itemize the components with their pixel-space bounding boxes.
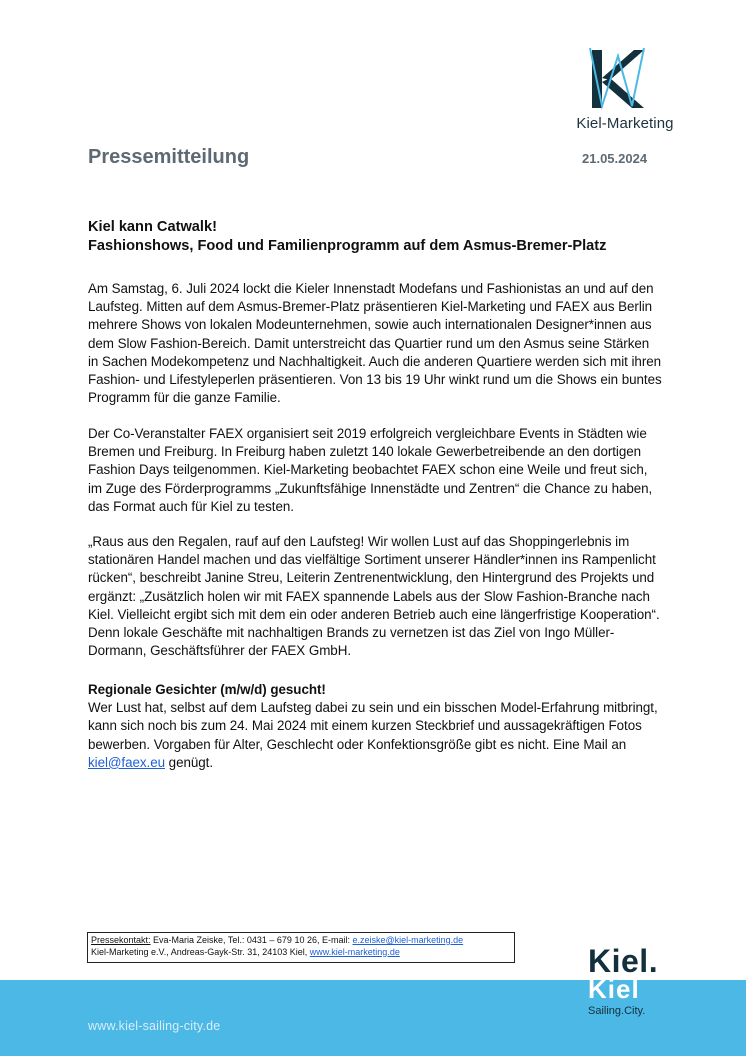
faex-email-link[interactable]: kiel@faex.eu [88, 754, 166, 770]
contact-website-link[interactable]: www.kiel-marketing.de [309, 946, 400, 957]
paragraph-1: Am Samstag, 6. Juli 2024 lockt die Kieler Innenstadt Modefans und Fashionistas an und auf den Laufsteg. Mitten auf dem Asmus-Bremer-Platz präsentieren Kiel-Marketing und FAEX aus Berlin mehrere Shows von lokalen Modeunternehmen, sowie auch internationalen Designer*innen aus dem Slow Fashion-Bereich. Damit unterstreicht das Quartier rund um den Asmus seine Stärken in Sachen Modekompetenz und Nachhaltigkeit. Auch die anderen Quartiere werden sich mit ihren Fashion- und Lifestyleperlen präsentieren. Von 13 bis 19 Uhr winkt rund um die Shows ein buntes Programm für die ganze Familie. [88, 281, 662, 406]
document-date: 21.05.2024 [582, 151, 648, 166]
contact-address: Kiel-Marketing e.V., Andreas-Gayk-Str. 31, 24103 Kiel, [91, 946, 310, 957]
paragraph-2: Der Co-Veranstalter FAEX organisiert seit 2019 erfolgreich vergleichbare Events in Städten wie Bremen und Freiburg. In Freiburg haben zuletzt 140 lokale Gewerbetreibende an den dortigen Fashion Days teilgenommen. Kiel-Marketing beobachtet FAEX schon eine Weile und freut sich, im Zuge des Förderprogramms „Zukunftsfähige Innenstädte und Zentren“ die Chance zu haben, das Format auch für Kiel zu testen. [88, 426, 653, 514]
kiel-marketing-logo-icon [588, 48, 646, 110]
contact-line-1 [91, 935, 511, 947]
kiel-logo-word: Kiel. [588, 943, 659, 979]
paragraph-4-end: genügt. [165, 754, 214, 770]
kiel-logo-mirror-word: Kiel [588, 974, 640, 1004]
contact-label: Pressekontakt: [91, 935, 151, 945]
paragraph-4-text: Wer Lust hat, selbst auf dem Laufsteg dabei zu sein und ein bisschen Model-Erfahrung mitbringt, kann sich noch bis zum 24. Mai 2024 mit einem kurzen Steckbrief und aussagekräftigen Fotos bewerben. Vorgaben für Alter, Geschlecht oder Konfektionsgröße gibt es nicht. Eine Mail an [88, 700, 658, 752]
paragraph-3: „Raus aus den Regalen, rauf auf den Laufsteg! Wir wollen Lust auf das Shoppingerlebnis im stationären Handel machen und das vielfältige Sortiment unserer Händler*innen ins Rampenlicht rücken“, beschreibt Janine Streu, Leiterin Zentrenentwicklung, den Hintergrund des Projekts und ergänzt: „Zusätzlich holen wir mit FAEX spannende Labels aus der Slow Fashion-Branche nach Kiel. Vielleicht ergibt sich mit dem ein oder anderen Betrieb auch eine längerfristige Kooperation“. Denn lokale Geschäfte mit nachhaltigen Brands zu vernetzen ist das Ziel von Ingo Müller-Dormann, Geschäftsführer der FAEX GmbH. [88, 534, 660, 659]
footer-url: www.kiel-sailing-city.de [88, 1019, 221, 1033]
kiel-sailing-city-logo [588, 945, 678, 1017]
contact-line-2 [91, 947, 511, 959]
paragraph-4 [88, 681, 662, 772]
section-heading: Regionale Gesichter (m/w/d) gesucht! [88, 682, 326, 697]
kiel-logo-claim: Sailing.City. [588, 1005, 646, 1017]
contact-person: Eva-Maria Zeiske, Tel.: 0431 – 679 10 26, E-mail: [150, 935, 353, 945]
headline-line-2: Fashionshows, Food und Familienprogramm auf dem Asmus-Bremer-Platz [88, 238, 607, 254]
headline-line-1: Kiel kann Catwalk! [88, 219, 217, 235]
headline [88, 218, 688, 256]
press-contact-box [87, 932, 515, 963]
document-type-title: Pressemitteilung [88, 146, 250, 168]
brand-name: Kiel-Marketing [576, 115, 674, 132]
contact-email-link[interactable]: e.zeiske@kiel-marketing.de [352, 935, 464, 945]
